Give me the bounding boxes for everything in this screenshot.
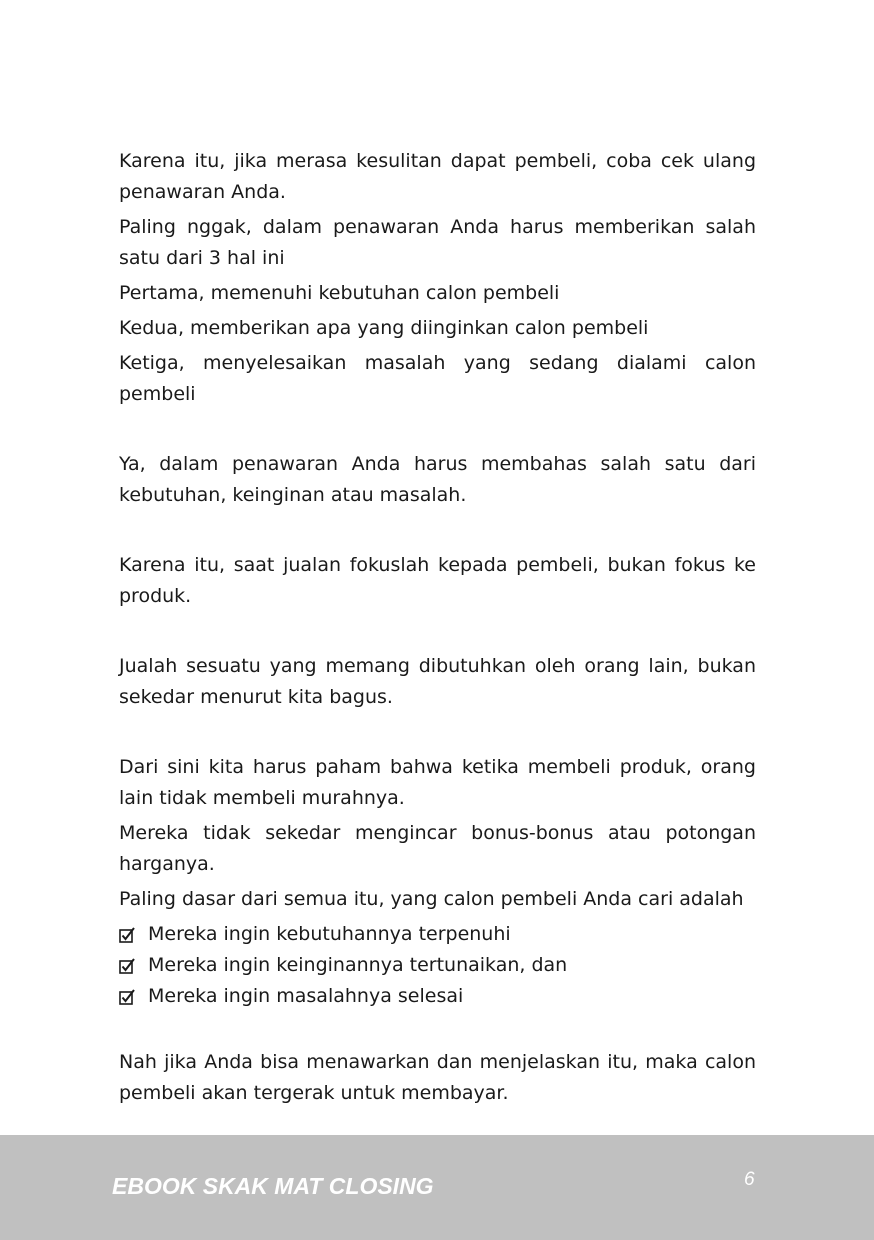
paragraph: Karena itu, jika merasa kesulitan dapat pembeli, coba cek ulang penawaran Anda. (119, 150, 756, 203)
paragraph: Nah jika Anda bisa menawarkan dan menjelaskan itu, maka calon pembeli akan tergerak untuk membayar. (119, 1051, 756, 1104)
checklist-item (119, 981, 756, 1012)
paragraph: Dari sini kita harus paham bahwa ketika membeli produk, orang lain tidak membeli murahnya. (119, 756, 756, 809)
checkbox-checked-icon (119, 926, 137, 944)
spacer (119, 616, 756, 651)
paragraph: Ketiga, menyelesaikan masalah yang sedang dialami calon pembeli (119, 352, 756, 405)
paragraph: Pertama, memenuhi kebutuhan calon pembeli (119, 282, 560, 304)
paragraph: Karena itu, saat jualan fokuslah kepada pembeli, bukan fokus ke produk. (119, 554, 756, 607)
checklist-item-label: Mereka ingin masalahnya selesai (148, 985, 464, 1007)
paragraph: Paling nggak, dalam penawaran Anda harus memberikan salah satu dari 3 hal ini (119, 216, 756, 269)
checklist-item (119, 919, 756, 950)
page-body (119, 146, 756, 1113)
checklist-item-label: Mereka ingin keinginannya tertunaikan, dan (148, 954, 568, 976)
page-number: 6 (744, 1169, 755, 1190)
footer-title: EBOOK SKAK MAT CLOSING (112, 1173, 434, 1199)
paragraph: Kedua, memberikan apa yang diinginkan calon pembeli (119, 317, 649, 339)
checkbox-checked-icon (119, 988, 137, 1006)
paragraph: Jualah sesuatu yang memang dibutuhkan oleh orang lain, bukan sekedar menurut kita bagus. (119, 655, 756, 708)
spacer (119, 1012, 756, 1047)
checkbox-checked-icon (119, 957, 137, 975)
spacer (119, 717, 756, 752)
checklist-item (119, 950, 756, 981)
paragraph: Ya, dalam penawaran Anda harus membahas salah satu dari kebutuhan, keinginan atau masalah. (119, 453, 756, 506)
paragraph: Mereka tidak sekedar mengincar bonus-bonus atau potongan harganya. (119, 822, 756, 875)
spacer (119, 515, 756, 550)
checklist (119, 919, 756, 1012)
paragraph: Paling dasar dari semua itu, yang calon pembeli Anda cari adalah (119, 888, 744, 910)
spacer (119, 414, 756, 449)
checklist-item-label: Mereka ingin kebutuhannya terpenuhi (148, 923, 511, 945)
